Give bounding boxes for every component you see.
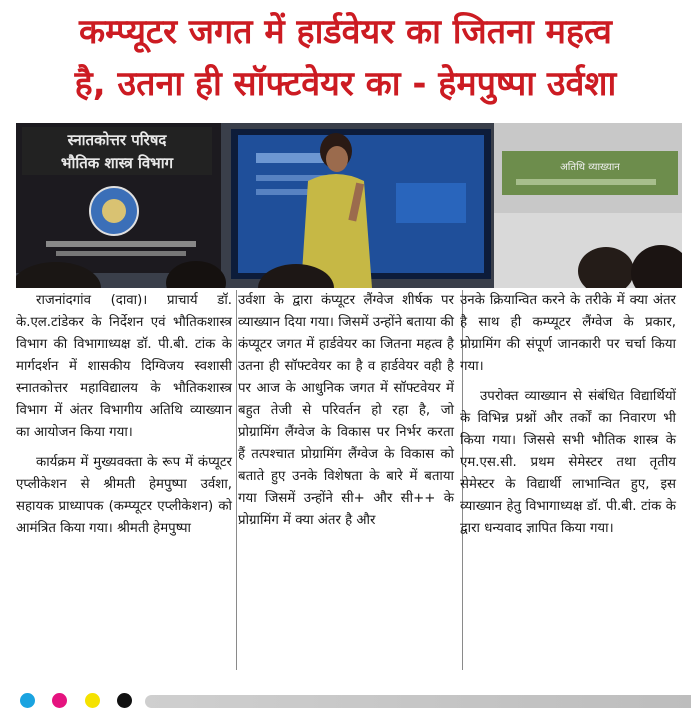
print-registration-marks [0,690,691,715]
article-column-2 [238,290,454,670]
banner-left-line-2: भौतिक शास्त्र विभाग [60,154,174,172]
banner-left-line-1: स्नातकोत्तर परिषद [67,131,167,149]
registration-bar [145,695,691,708]
paragraph: उपरोक्त व्याख्यान से संबंधित विद्यार्थियों के विभिन्न प्रश्नों और तर्कों का निवारण भी किया गया। जिससे सभी भौतिक शास्त्र के एम.एस.सी. प्रथम सेमेस्टर तथा तृतीय सेमेस्टर के विद्यार्थी लाभान्वित हुए, इस व्याख्यान हेतु विभागाध्यक्ष डॉ. पी.बी. टांक के द्वारा धन्यवाद ज्ञापित किया गया। [460,389,676,536]
headline [0,6,691,110]
magenta-registration-dot [52,693,67,708]
paragraph: उर्वशा के द्वारा कंप्यूटर लैंग्वेज शीर्षक पर व्याख्यान दिया गया। जिसमें उन्होंने बताया की कंप्यूटर जगत में हार्डवेयर का जितना महत्व है उतना ही सॉफ्टवेयर का है व हार्डवेयर वही है पर आज के आधुनिक जगत में सॉफ्टवेयर में बहुत तेजी से परिवर्तन हो रहा है, जो प्रोग्रामिंग लैंग्वेज के विकास पर निर्भर करता हैं तत्पश्चात प्रोग्रामिंग लैंग्वेज के विकास को बताते हुए उनके विशेषता के बारे में बताया गया जिसमें उन्होंने सी+ और सी++ के प्रोग्रामिंग में क्या अंतर है और [238,293,454,528]
event-photo-illustration [16,123,682,288]
cyan-registration-dot [20,693,35,708]
paragraph: कार्यक्रम में मुख्यवक्ता के रूप में कंप्यूटर एप्लीकेशन से श्रीमती हेमपुष्पा उर्वशा, सहायक प्राध्यापक (कम्प्यूटर एप्लीकेशन) को आमंत्रित किया गया। श्रीमती हेमपुष्पा [16,455,232,536]
paragraph: उनके क्रियान्वित करने के तरीके में क्या अंतर है साथ ही कम्प्यूटर लैंग्वेज के प्रकार, प्रोग्रामिंग की संपूर्ण जानकारी पर चर्चा किया गया। [460,293,676,374]
yellow-registration-dot [85,693,100,708]
headline-line-2: है, उतना ही सॉफ्टवेयर का - हेमपुष्पा उर्वशा [74,64,617,104]
right-banner [502,151,678,195]
black-registration-dot [117,693,132,708]
paragraph: राजनांदगांव (दावा)। प्राचार्य डॉ. के.एल.टांडेकर के निर्देशन एवं भौतिकशास्त्र विभाग की विभागाध्यक्ष डॉ. पी.बी. टांक के मार्गदर्शन में शासकीय दिग्विजय स्वशासी स्नातकोत्तर महाविद्यालय के भौतिकशास्त्र विभाग में अंतर विभागीय अतिथि व्याख्यान का आयोजन किया गया। [16,293,232,440]
article-body [16,290,676,670]
article-column-1 [16,290,232,670]
headline-line-1: कम्प्यूटर जगत में हार्डवेयर का जितना महत्व [79,12,612,52]
article-column-3 [460,290,676,670]
banner-right-text: अतिथि व्याख्यान [560,162,620,173]
event-photo [16,123,682,288]
